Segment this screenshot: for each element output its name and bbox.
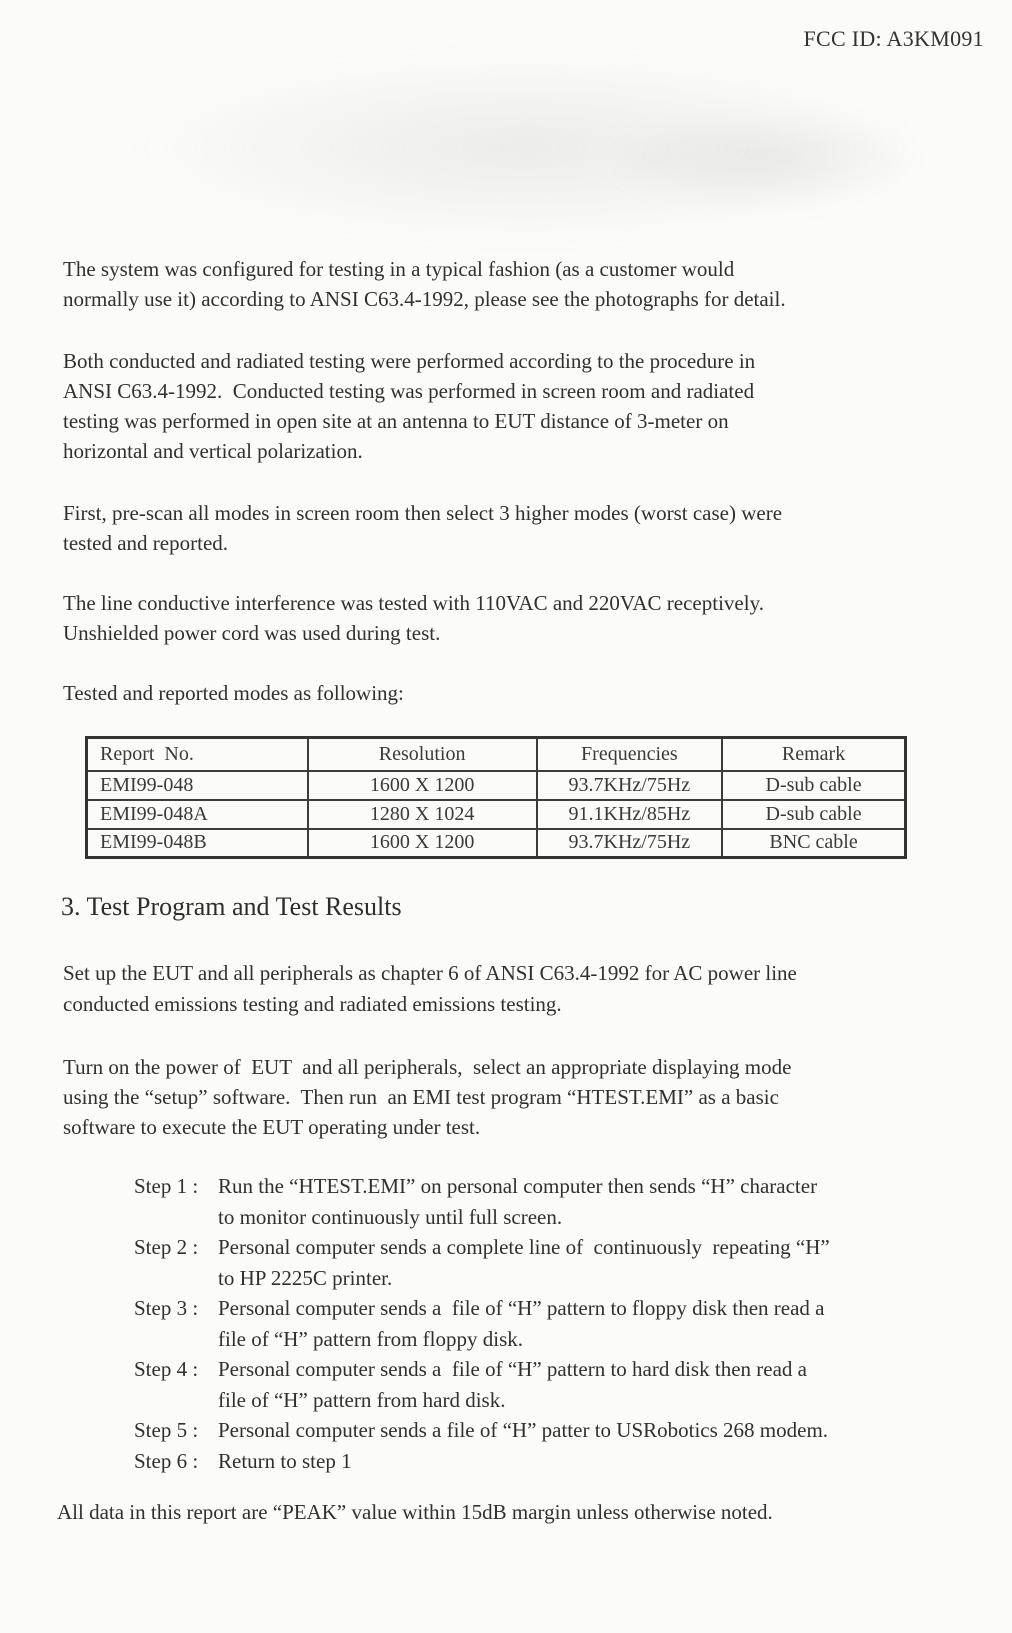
paragraph-system-configured: [63, 254, 786, 314]
step-line: to HP 2225C printer.: [218, 1265, 393, 1290]
step-line: file of “H” pattern from hard disk.: [218, 1387, 506, 1412]
paragraph-turn-on-power: [63, 1052, 791, 1142]
step-text: [218, 1446, 830, 1477]
table-row: [87, 800, 906, 829]
table-cell: 1280 X 1024: [308, 800, 537, 829]
table-row: [87, 829, 906, 858]
table-cell: BNC cable: [722, 829, 905, 858]
table-header-cell: Resolution: [308, 738, 537, 771]
paragraph-prescan: [63, 498, 782, 558]
table-cell: EMI99-048: [87, 771, 308, 800]
text-line: tested and reported.: [63, 531, 229, 555]
step-label: Step 2 :: [134, 1235, 204, 1259]
step-line: Run the “HTEST.EMI” on personal computer then sends “H” character: [218, 1174, 818, 1198]
table-cell: 1600 X 1200: [308, 771, 537, 800]
text-line: Unshielded power cord was used during test.: [63, 621, 441, 645]
table-header-row: [87, 738, 906, 771]
table-header-cell: Remark: [722, 738, 905, 771]
text-line: normally use it) according to ANSI C63.4-1992, please see the photographs for detail.: [63, 287, 786, 311]
step-line: Personal computer sends a complete line of continuously repeating “H”: [218, 1235, 830, 1259]
step-text: [218, 1293, 830, 1354]
step-text: [218, 1354, 830, 1415]
scan-bleedthrough-smudge: [140, 55, 910, 240]
table-cell: 91.1KHz/85Hz: [537, 800, 723, 829]
text-line: The line conductive interference was tested with 110VAC and 220VAC receptively.: [63, 591, 764, 615]
step-label: Step 5 :: [134, 1418, 204, 1442]
step-line: to monitor continuously until full screen.: [218, 1204, 563, 1229]
text-line: Turn on the power of EUT and all peripherals, select an appropriate displaying mode: [63, 1055, 792, 1079]
text-line: Both conducted and radiated testing were performed according to the procedure in: [63, 349, 756, 373]
paragraph-conducted-radiated: [63, 346, 755, 466]
step-item: [134, 1293, 830, 1354]
text-line: First, pre-scan all modes in screen room then select 3 higher modes (worst case) were: [63, 501, 783, 525]
table-cell: EMI99-048B: [87, 829, 308, 858]
test-modes-table: [85, 736, 907, 859]
text-line: ANSI C63.4-1992. Conducted testing was performed in screen room and radiated: [63, 379, 755, 403]
step-item: [134, 1446, 830, 1477]
scan-bleedthrough-smudge: [600, 110, 930, 210]
paragraph-tested-modes-intro: [63, 678, 404, 708]
step-item: [134, 1232, 830, 1293]
table-cell: 1600 X 1200: [308, 829, 537, 858]
text-line: The system was configured for testing in a typical fashion (as a customer would: [63, 257, 735, 281]
table-header-cell: Report No.: [87, 738, 308, 771]
paragraph-setup-eut: [63, 958, 797, 1020]
table-cell: D-sub cable: [722, 800, 905, 829]
step-item: [134, 1171, 830, 1232]
text-line: Set up the EUT and all peripherals as chapter 6 of ANSI C63.4-1992 for AC power line: [63, 961, 797, 985]
step-item: [134, 1415, 830, 1446]
step-line: Personal computer sends a file of “H” pattern to floppy disk then read a: [218, 1296, 825, 1320]
step-label: Step 3 :: [134, 1296, 204, 1320]
table-cell: 93.7KHz/75Hz: [537, 829, 723, 858]
step-item: [134, 1354, 830, 1415]
paragraph-line-conductive: [63, 588, 764, 648]
step-text: [218, 1415, 830, 1446]
section-heading: 3. Test Program and Test Results: [61, 892, 402, 921]
step-line: Personal computer sends a file of “H” pattern to hard disk then read a: [218, 1357, 807, 1381]
table-cell: 93.7KHz/75Hz: [537, 771, 723, 800]
step-label: Step 6 :: [134, 1448, 204, 1473]
test-steps-list: [134, 1171, 830, 1476]
table-row: [87, 771, 906, 800]
table-header-cell: Frequencies: [537, 738, 723, 771]
table-cell: EMI99-048A: [87, 800, 308, 829]
step-text: [218, 1171, 830, 1232]
text-line: software to execute the EUT operating under test.: [63, 1115, 481, 1139]
text-line: conducted emissions testing and radiated emissions testing.: [63, 992, 562, 1016]
fcc-id-header: FCC ID: A3KM091: [803, 26, 984, 51]
text-line: Tested and reported modes as following:: [63, 681, 404, 705]
step-line: Return to step 1: [218, 1448, 352, 1473]
footer-note: All data in this report are “PEAK” value within 15dB margin unless otherwise noted.: [57, 1500, 773, 1524]
text-line: horizontal and vertical polarization.: [63, 439, 363, 463]
step-text: [218, 1232, 830, 1293]
step-line: file of “H” pattern from floppy disk.: [218, 1326, 523, 1351]
table-cell: D-sub cable: [722, 771, 905, 800]
text-line: using the “setup” software. Then run an EMI test program “HTEST.EMI” as a basic: [63, 1085, 779, 1109]
step-line: Personal computer sends a file of “H” patter to USRobotics 268 modem.: [218, 1418, 829, 1442]
text-line: testing was performed in open site at an antenna to EUT distance of 3-meter on: [63, 409, 729, 433]
step-label: Step 1 :: [134, 1174, 204, 1198]
step-label: Step 4 :: [134, 1357, 204, 1381]
